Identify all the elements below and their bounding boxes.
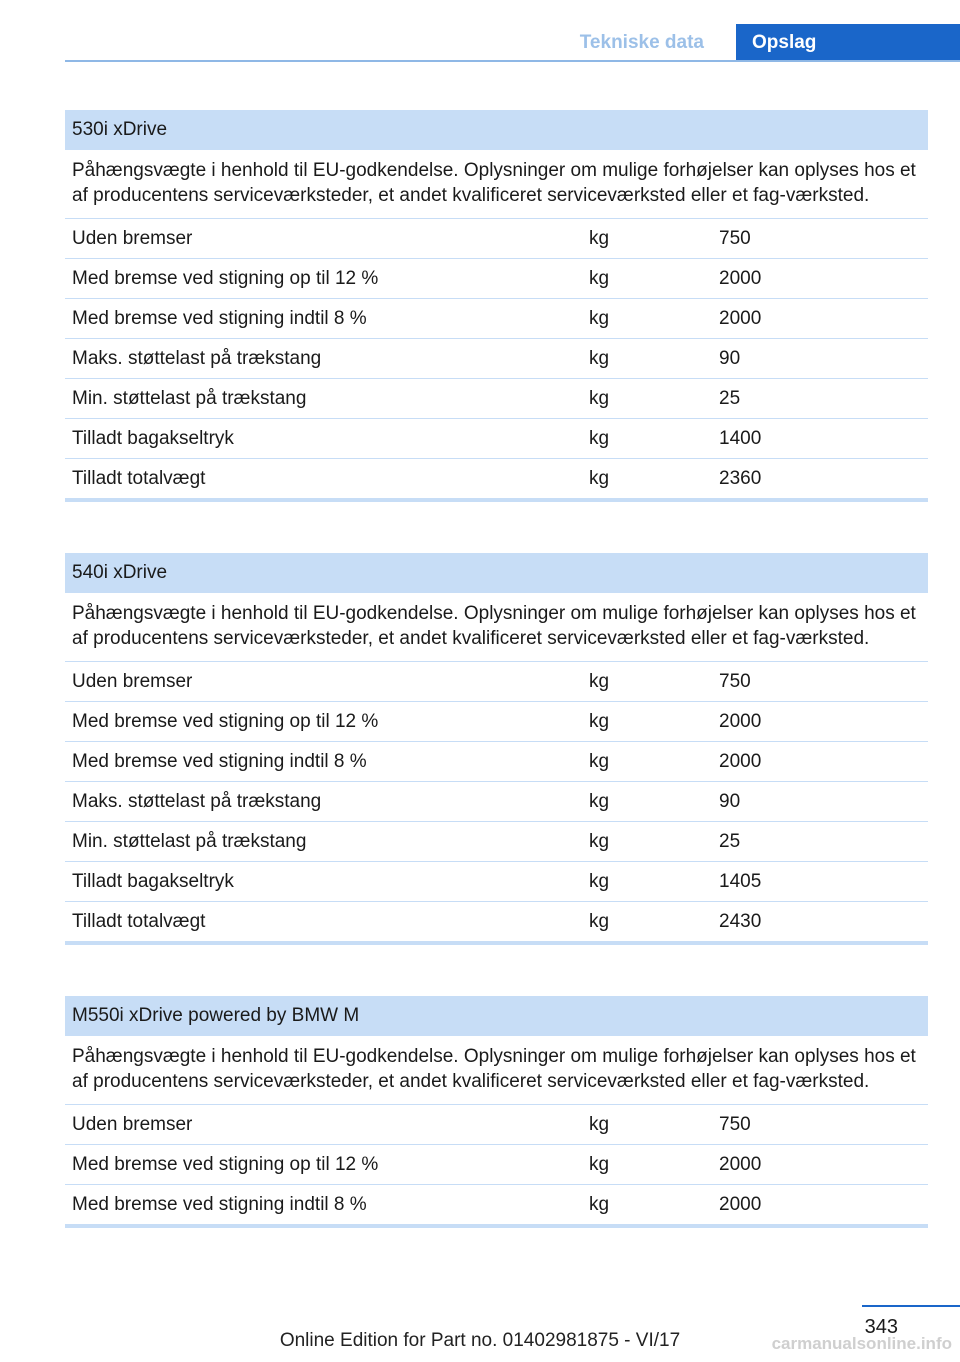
row-unit: kg <box>589 791 610 812</box>
row-value: 2360 <box>719 468 762 489</box>
row-unit: kg <box>589 388 610 409</box>
row-unit: kg <box>589 1194 610 1215</box>
row-unit: kg <box>589 751 610 772</box>
spec-table-540i <box>65 553 928 945</box>
row-unit: kg <box>589 428 610 449</box>
row-value: 2000 <box>719 751 762 772</box>
page-header <box>65 24 960 62</box>
row-value: 25 <box>719 388 741 409</box>
row-unit: kg <box>589 911 610 932</box>
edition-text: Online Edition for Part no. 01402981875 - VI/17 <box>279 1330 681 1351</box>
tab-tekniske-data[interactable]: Tekniske data <box>579 32 704 53</box>
watermark: carmanualsonline.info <box>771 1334 952 1353</box>
row-unit: kg <box>589 1154 610 1175</box>
row-unit: kg <box>589 831 610 852</box>
table-row <box>65 419 928 459</box>
table-row <box>65 822 928 862</box>
row-label: Med bremse ved stigning op til 12 % <box>72 268 379 289</box>
row-value: 750 <box>719 671 751 692</box>
table-row <box>65 1105 928 1145</box>
table-row <box>65 742 928 782</box>
row-value: 750 <box>719 1114 751 1135</box>
row-label: Maks. støttelast på trækstang <box>72 348 322 369</box>
row-unit: kg <box>589 871 610 892</box>
row-label: Uden bremser <box>72 1114 193 1135</box>
row-value: 2000 <box>719 268 762 289</box>
row-label: Med bremse ved stigning indtil 8 % <box>72 1194 367 1215</box>
table-row <box>65 662 928 702</box>
spec-table-530i <box>65 110 928 502</box>
row-value: 2000 <box>719 1154 762 1175</box>
header-divider <box>65 60 960 62</box>
section-title: 540i xDrive <box>65 553 928 593</box>
row-value: 2000 <box>719 711 762 732</box>
section-title: M550i xDrive powered by BMW M <box>65 996 928 1036</box>
row-unit: kg <box>589 468 610 489</box>
table-row <box>65 902 928 945</box>
row-value: 90 <box>719 348 741 369</box>
table-row <box>65 259 928 299</box>
row-value: 1400 <box>719 428 762 449</box>
row-label: Med bremse ved stigning indtil 8 % <box>72 751 367 772</box>
table-row <box>65 459 928 502</box>
row-value: 90 <box>719 791 741 812</box>
row-value: 2000 <box>719 308 762 329</box>
row-value: 750 <box>719 228 751 249</box>
row-unit: kg <box>589 671 610 692</box>
row-unit: kg <box>589 711 610 732</box>
table-row <box>65 782 928 822</box>
row-label: Uden bremser <box>72 671 193 692</box>
section-description: Påhængsvægte i henhold til EU-godkendelse. Oplysninger om mulige forhøjelser kan oplyses hos et af producentens serviceværksteder, et andet kvalificeret serviceværksted eller et fag-værksted. <box>65 150 928 219</box>
row-label: Tilladt totalvægt <box>72 468 206 489</box>
row-unit: kg <box>589 1114 610 1135</box>
row-label: Min. støttelast på trækstang <box>72 388 307 409</box>
table-row <box>65 339 928 379</box>
row-unit: kg <box>589 308 610 329</box>
row-value: 2000 <box>719 1194 762 1215</box>
table-row <box>65 702 928 742</box>
section-description: Påhængsvægte i henhold til EU-godkendelse. Oplysninger om mulige forhøjelser kan oplyses hos et af producentens serviceværksteder, et andet kvalificeret serviceværksted eller et fag-værksted. <box>65 593 928 662</box>
row-unit: kg <box>589 228 610 249</box>
row-value: 2430 <box>719 911 762 932</box>
table-row <box>65 1185 928 1228</box>
row-unit: kg <box>589 268 610 289</box>
row-label: Tilladt bagakseltryk <box>72 428 234 449</box>
row-value: 1405 <box>719 871 762 892</box>
table-row <box>65 219 928 259</box>
section-description: Påhængsvægte i henhold til EU-godkendelse. Oplysninger om mulige forhøjelser kan oplyses hos et af producentens serviceværksteder, et andet kvalificeret serviceværksted eller et fag-værksted. <box>65 1036 928 1105</box>
row-label: Med bremse ved stigning op til 12 % <box>72 711 379 732</box>
table-row <box>65 1145 928 1185</box>
section-title: 530i xDrive <box>65 110 928 150</box>
table-row <box>65 299 928 339</box>
table-row <box>65 379 928 419</box>
row-label: Tilladt bagakseltryk <box>72 871 234 892</box>
row-value: 25 <box>719 831 741 852</box>
row-label: Tilladt totalvægt <box>72 911 206 932</box>
row-label: Med bremse ved stigning op til 12 % <box>72 1154 379 1175</box>
page-number: 343 <box>864 1316 898 1338</box>
row-label: Min. støttelast på trækstang <box>72 831 307 852</box>
spec-table-m550i <box>65 996 928 1228</box>
tab-opslag[interactable]: Opslag <box>736 24 960 62</box>
row-unit: kg <box>589 348 610 369</box>
footer-divider <box>862 1305 960 1307</box>
row-label: Med bremse ved stigning indtil 8 % <box>72 308 367 329</box>
row-label: Uden bremser <box>72 228 193 249</box>
table-row <box>65 862 928 902</box>
row-label: Maks. støttelast på trækstang <box>72 791 322 812</box>
